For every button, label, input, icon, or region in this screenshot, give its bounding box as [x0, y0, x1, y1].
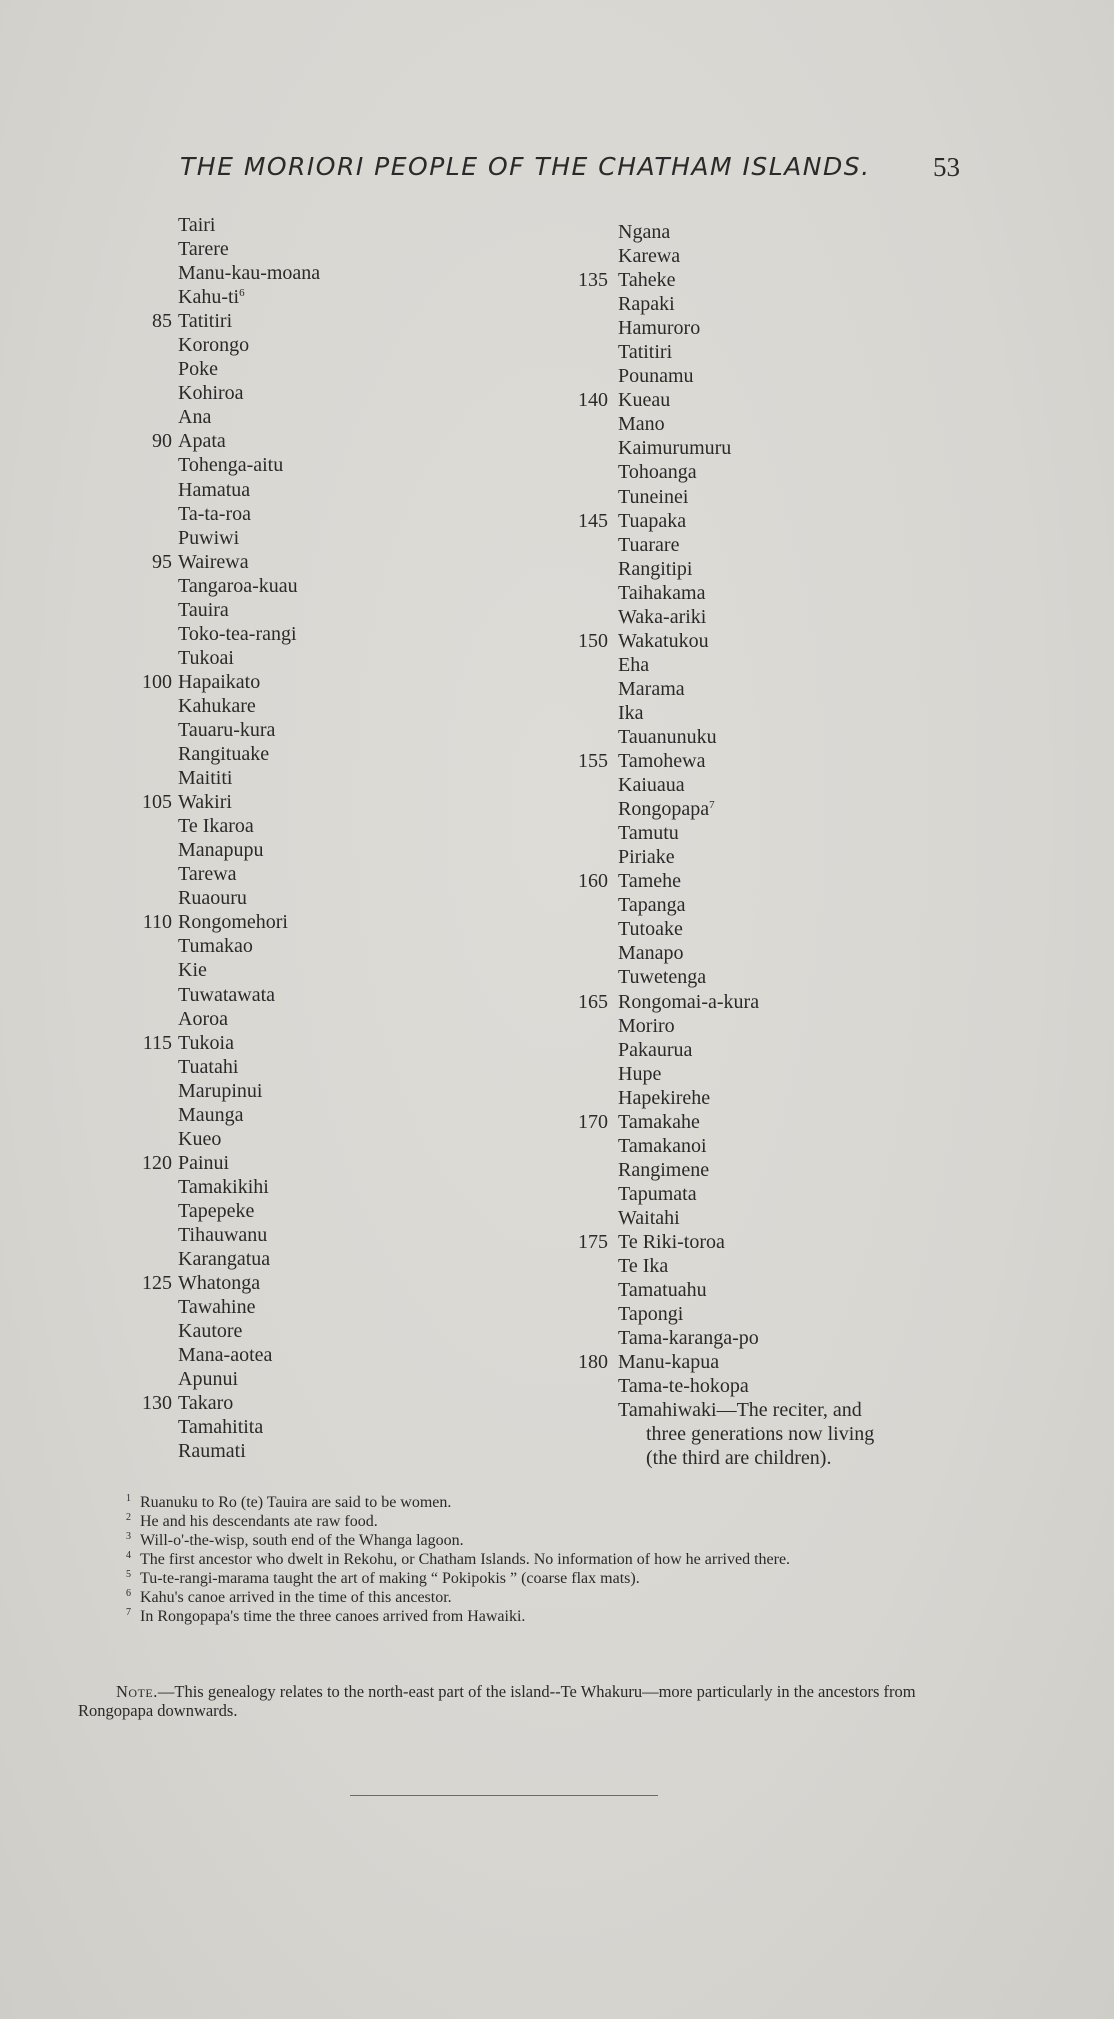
ancestor-name — [178, 1343, 272, 1367]
ancestor-name — [618, 605, 706, 629]
ancestor-name — [178, 622, 297, 646]
ancestor-name — [178, 478, 250, 502]
ancestor-name-text: Piriake — [618, 846, 675, 869]
ancestor-name-text: Tukoia — [178, 1031, 234, 1054]
ancestor-name — [618, 1350, 719, 1374]
ancestor-name-text: Maunga — [178, 1103, 244, 1126]
ancestor-name — [618, 509, 686, 533]
ancestor-name-text: Manapupu — [178, 839, 264, 862]
ancestor-name — [618, 1398, 862, 1422]
ancestor-name-text: Rongopapa — [618, 798, 710, 821]
ancestor-name-text: Taheke — [618, 269, 676, 292]
ancestor-name-text: Tuatahi — [178, 1055, 239, 1078]
ancestor-name-text: Hupe — [618, 1062, 662, 1085]
ancestor-name-text: Tarere — [178, 238, 229, 261]
ancestor-name — [178, 790, 232, 814]
ancestor-name-text: Hapaikato — [178, 670, 261, 693]
ancestor-name-text: Marupinui — [178, 1079, 263, 1102]
ancestor-name-text: Tairi — [178, 214, 216, 236]
ancestor-name-text: Kie — [178, 959, 207, 982]
ancestor-name — [178, 766, 232, 790]
ancestor-name — [618, 653, 649, 677]
ancestor-name — [178, 357, 218, 381]
footnote-marker: 2 — [126, 1512, 131, 1523]
ancestor-name-text: Ruaouru — [178, 887, 247, 910]
ancestor-name — [618, 917, 683, 941]
ancestor-name-text: Kueo — [178, 1127, 222, 1150]
ancestor-name — [618, 1302, 683, 1326]
ancestor-name-text: Tama-karanga-po — [618, 1327, 759, 1350]
continuation-text: three generations now living — [646, 1423, 875, 1446]
ancestor-name-text: Tohenga-aitu — [178, 454, 284, 477]
ancestor-name-text: Tamutu — [618, 822, 679, 845]
ancestor-name — [178, 742, 269, 766]
ancestor-name-text: Tamakahe — [618, 1110, 700, 1133]
generation-number: 100 — [142, 670, 172, 693]
ancestor-name-text: Tamahitita — [178, 1416, 264, 1439]
ancestor-name — [178, 453, 283, 477]
footnote-text: Tu-te-rangi-marama taught the art of making “ Pokipokis ” (coarse flax mats). — [140, 1570, 640, 1587]
ancestor-name-text: Kaiuaua — [618, 774, 685, 797]
ancestor-name-text: Tuapaka — [618, 509, 687, 532]
ancestor-name — [178, 526, 239, 550]
ancestor-name-text: Tuneinei — [618, 485, 689, 508]
ancestor-name — [618, 581, 705, 605]
ancestor-name-text: Tuarare — [618, 533, 680, 556]
ancestor-name — [178, 1031, 234, 1055]
ancestor-name-text: Manu-kau-moana — [178, 262, 321, 285]
ancestor-name-text: Tumakao — [178, 935, 253, 958]
ancestor-name — [618, 893, 685, 917]
ancestor-name — [618, 1326, 759, 1350]
ancestor-name — [618, 1182, 697, 1206]
ancestor-name-text: Manapo — [618, 942, 684, 965]
footnotes — [78, 1493, 948, 1626]
continuation-text: (the third are children). — [646, 1447, 832, 1470]
ancestor-name-text: Tukoai — [178, 646, 234, 669]
ancestor-name — [178, 1055, 238, 1079]
ancestor-name — [178, 1439, 246, 1463]
ancestor-name — [178, 694, 256, 718]
ancestor-name-text: Tauira — [178, 598, 229, 621]
ancestor-name-text: Kueau — [618, 389, 671, 412]
ancestor-name — [178, 502, 251, 526]
ancestor-name — [618, 485, 688, 509]
ancestor-name — [178, 886, 247, 910]
ancestor-name-text: Tuwatawata — [178, 983, 276, 1006]
footnote-marker: 5 — [126, 1569, 131, 1580]
ancestor-name — [178, 1127, 221, 1151]
closing-rule — [350, 1795, 658, 1796]
ancestor-name — [178, 1007, 228, 1031]
ancestor-name-text: Wakatukou — [618, 629, 709, 652]
ancestor-name — [618, 388, 670, 412]
ancestor-name — [178, 429, 226, 453]
footnote — [78, 1550, 948, 1569]
ancestor-name-text: Rongomai-a-kura — [618, 990, 760, 1013]
ancestor-name — [618, 1086, 710, 1110]
ancestor-name — [618, 316, 700, 340]
ancestor-name — [178, 910, 288, 934]
generation-number: 95 — [152, 550, 172, 573]
ancestor-name-text: Ngana — [618, 221, 671, 243]
generation-number: 180 — [578, 1351, 608, 1374]
ancestor-name-text: Painui — [178, 1151, 230, 1174]
footnote — [78, 1588, 948, 1607]
footnote-text: Will-o'-the-wisp, south end of the Whanga lagoon. — [140, 1532, 464, 1549]
generation-number: 150 — [578, 629, 608, 652]
ancestor-name — [178, 598, 229, 622]
ancestor-name — [618, 268, 675, 292]
generation-number: 115 — [142, 1031, 172, 1054]
ancestor-name — [178, 718, 275, 742]
ancestor-name — [178, 213, 215, 237]
ancestor-name-text: Tamohewa — [618, 750, 706, 773]
ancestor-name-text: Takaro — [178, 1392, 234, 1415]
ancestor-name — [178, 237, 229, 261]
ancestor-name-text: Tapanga — [618, 894, 686, 917]
footnote-marker: 3 — [126, 1531, 131, 1542]
ancestor-name-text: Kohiroa — [178, 382, 244, 405]
ancestor-name-text: Hamuroro — [618, 317, 701, 340]
ancestor-name-text: Waitahi — [618, 1206, 680, 1229]
ancestor-name-text: Tapongi — [618, 1303, 684, 1326]
footnote-text: Kahu's canoe arrived in the time of this ancestor. — [140, 1589, 452, 1606]
ancestor-name — [618, 292, 675, 316]
ancestor-name-text: Maititi — [178, 767, 233, 790]
ancestor-name — [178, 1175, 269, 1199]
ancestor-name-text: Te Riki-toroa — [618, 1230, 725, 1253]
ancestor-name-text: Taihakama — [618, 581, 706, 604]
ancestor-name — [618, 965, 706, 989]
ancestor-name — [178, 574, 298, 598]
ancestor-name — [618, 412, 665, 436]
ancestor-name-text: Manu-kapua — [618, 1351, 720, 1374]
ancestor-name — [178, 670, 260, 694]
ancestor-name — [618, 725, 717, 749]
ancestor-name-text: Tapepeke — [178, 1199, 255, 1222]
footnote-marker: 1 — [126, 1493, 131, 1504]
ancestor-name — [618, 220, 670, 244]
ancestor-name-text: Tamakanoi — [618, 1134, 707, 1157]
ancestor-name — [618, 1278, 707, 1302]
note-label: Note. — [116, 1682, 158, 1701]
ancestor-name — [618, 460, 697, 484]
ancestor-name — [618, 845, 675, 869]
generation-number: 105 — [142, 791, 172, 814]
footnote-marker: 4 — [126, 1550, 131, 1561]
ancestor-name — [178, 261, 320, 285]
ancestor-name — [618, 1038, 692, 1062]
footnote — [78, 1607, 948, 1626]
ancestor-name — [178, 1247, 270, 1271]
ancestor-name — [618, 677, 685, 701]
generation-number: 175 — [578, 1230, 608, 1253]
ancestor-name-text: Tatitiri — [178, 310, 233, 333]
footnote-marker: 7 — [126, 1607, 131, 1618]
ancestor-name-text: Kautore — [178, 1320, 243, 1343]
ancestor-name-text: Poke — [178, 358, 218, 381]
ancestor-name — [618, 340, 672, 364]
ancestor-name — [178, 1271, 260, 1295]
ancestor-name-text: Hamatua — [178, 478, 251, 501]
footnote — [78, 1531, 948, 1550]
ancestor-name — [618, 1230, 725, 1254]
ancestor-name-text: Kaimurumuru — [618, 437, 732, 460]
generation-number: 125 — [142, 1272, 172, 1295]
ancestor-name — [618, 1206, 680, 1230]
generation-number: 85 — [152, 310, 172, 333]
ancestor-name — [618, 1014, 675, 1038]
ancestor-name-text: Eha — [618, 653, 650, 676]
footnote — [78, 1493, 948, 1512]
ancestor-name-text: Rangitipi — [618, 557, 693, 580]
ancestor-name — [618, 990, 759, 1014]
ancestor-name — [618, 869, 681, 893]
ancestor-name — [618, 749, 705, 773]
footnote-marker: 6 — [126, 1588, 131, 1599]
generation-number: 155 — [578, 750, 608, 773]
ancestor-name-text: Tauanunuku — [618, 725, 717, 748]
ancestor-name-text: Whatonga — [178, 1272, 261, 1295]
ancestor-name — [618, 436, 731, 460]
page-number: 53 — [933, 152, 960, 182]
ancestor-name-text: Kahu-ti — [178, 286, 240, 309]
ancestor-name-text: Wairewa — [178, 550, 249, 573]
ancestor-name-text: Puwiwi — [178, 526, 240, 549]
ancestor-name-text: Kahukare — [178, 694, 256, 717]
generation-number: 145 — [578, 509, 608, 532]
ancestor-name-text: Aoroa — [178, 1007, 228, 1030]
ancestor-name-text: Karangatua — [178, 1248, 271, 1271]
ancestor-name-text: Ta-ta-roa — [178, 502, 251, 525]
footnote — [78, 1569, 948, 1588]
generation-number: 165 — [578, 990, 608, 1013]
ancestor-name — [178, 381, 244, 405]
ancestor-name-text: Karewa — [618, 245, 681, 268]
ancestor-name-text: Tamakikihi — [178, 1175, 269, 1198]
ancestor-name-text: Pounamu — [618, 365, 694, 388]
ancestor-name — [178, 934, 253, 958]
ancestor-name-text: Raumati — [178, 1440, 246, 1463]
ancestor-name — [618, 1374, 749, 1398]
ancestor-name-text: Tamehe — [618, 870, 682, 893]
ancestor-name-text: Tarewa — [178, 863, 237, 886]
ancestor-name — [178, 550, 249, 574]
ancestor-name-text: Tapumata — [618, 1182, 697, 1205]
generation-number: 130 — [142, 1392, 172, 1415]
ancestor-name — [618, 1110, 700, 1134]
ancestor-name-text: Marama — [618, 677, 685, 700]
ancestor-name — [178, 646, 234, 670]
ancestor-name-text: Rangimene — [618, 1158, 710, 1181]
ancestor-name — [618, 701, 644, 725]
footnote-reference: 6 — [239, 287, 245, 300]
ancestor-name — [618, 557, 692, 581]
ancestor-name — [178, 1223, 267, 1247]
footnote-text: The first ancestor who dwelt in Rekohu, or Chatham Islands. No information of how he arrived there. — [140, 1551, 791, 1568]
ancestor-name — [178, 1295, 255, 1319]
generation-number: 90 — [152, 430, 172, 453]
ancestor-name-text: Tutoake — [618, 918, 683, 941]
generation-number: 110 — [142, 911, 172, 934]
ancestor-name — [618, 244, 680, 268]
ancestor-name-text: Apata — [178, 430, 226, 453]
ancestor-name-text: Tohoanga — [618, 461, 697, 484]
footnote — [78, 1512, 948, 1531]
ancestor-name — [618, 629, 709, 653]
ancestor-name — [618, 364, 694, 388]
ancestor-name-text: Te Ika — [618, 1255, 669, 1278]
ancestor-name — [178, 983, 275, 1007]
footnote-reference: 7 — [709, 799, 715, 812]
ancestor-name-text: Korongo — [178, 334, 250, 357]
ancestor-name-text: Toko-tea-rangi — [178, 622, 297, 645]
running-header — [180, 152, 960, 192]
ancestor-name-text: Waka-ariki — [618, 605, 707, 628]
generation-number: 120 — [142, 1151, 172, 1174]
ancestor-name — [178, 1103, 244, 1127]
footnote-text: In Rongopapa's time the three canoes arrived from Hawaiki. — [140, 1608, 526, 1625]
genealogy-note — [78, 1682, 948, 1720]
ancestor-name — [178, 1367, 238, 1391]
ancestor-name — [178, 838, 264, 862]
ancestor-name-text: Wakiri — [178, 791, 232, 814]
ancestor-name-text: Tama-te-hokopa — [618, 1375, 749, 1398]
ancestor-name — [178, 862, 237, 886]
ancestor-name — [618, 797, 715, 821]
ancestor-name-text: Ana — [178, 406, 212, 429]
generation-number: 170 — [578, 1110, 608, 1133]
ancestor-name — [178, 1319, 242, 1343]
ancestor-name-text: Tuwetenga — [618, 966, 707, 989]
ancestor-name-text: Tauaru-kura — [178, 718, 276, 741]
generation-number: 140 — [578, 389, 608, 412]
ancestor-name-text: Apunui — [178, 1368, 238, 1391]
ancestor-name — [618, 1254, 668, 1278]
ancestor-name — [178, 333, 249, 357]
ancestor-name-text: Hapekirehe — [618, 1086, 711, 1109]
ancestor-name-text: Tangaroa-kuau — [178, 574, 298, 597]
ancestor-name — [178, 958, 207, 982]
ancestor-name-text: Tamatuahu — [618, 1279, 707, 1302]
ancestor-name-text: Ika — [618, 701, 644, 724]
ancestor-name-text: Rongomehori — [178, 911, 288, 934]
ancestor-name — [618, 773, 685, 797]
ancestor-name — [178, 814, 254, 838]
ancestor-name — [178, 1415, 263, 1439]
ancestor-name — [178, 1079, 262, 1103]
footnote-text: Ruanuku to Ro (te) Tauira are said to be women. — [140, 1494, 452, 1511]
ancestor-name — [618, 941, 684, 965]
ancestor-name-text: Te Ikaroa — [178, 815, 254, 838]
ancestor-name — [618, 1062, 661, 1086]
ancestor-name-text: Tawahine — [178, 1296, 256, 1319]
note-text: —This genealogy relates to the north-east part of the island--Te Whakuru—more particularly in the ancestors from Rongopapa downwards. — [78, 1682, 916, 1720]
ancestor-name — [178, 1199, 254, 1223]
ancestor-name-text: Moriro — [618, 1014, 675, 1037]
ancestor-name — [178, 285, 245, 309]
page-title: THE MORIORI PEOPLE OF THE CHATHAM ISLANDS. — [180, 152, 871, 181]
ancestor-name — [618, 1158, 709, 1182]
ancestor-name — [178, 1391, 233, 1415]
ancestor-name — [178, 1151, 229, 1175]
generation-number: 160 — [578, 870, 608, 893]
ancestor-name — [618, 821, 679, 845]
footnote-text: He and his descendants ate raw food. — [140, 1513, 378, 1530]
ancestor-name — [618, 533, 679, 557]
ancestor-name-text: Rangituake — [178, 743, 270, 766]
ancestor-name — [178, 309, 232, 333]
ancestor-name — [618, 1134, 707, 1158]
generation-number: 135 — [578, 269, 608, 292]
ancestor-name-text: Tihauwanu — [178, 1223, 268, 1246]
ancestor-name — [178, 405, 211, 429]
ancestor-name-text: Mana-aotea — [178, 1344, 273, 1367]
ancestor-name-text: Rapaki — [618, 293, 675, 316]
ancestor-name-text: Tatitiri — [618, 341, 673, 364]
ancestor-name-text: Pakaurua — [618, 1038, 693, 1061]
ancestor-name-text: Tamahiwaki—The reciter, and — [618, 1399, 862, 1422]
ancestor-name-text: Mano — [618, 413, 665, 436]
